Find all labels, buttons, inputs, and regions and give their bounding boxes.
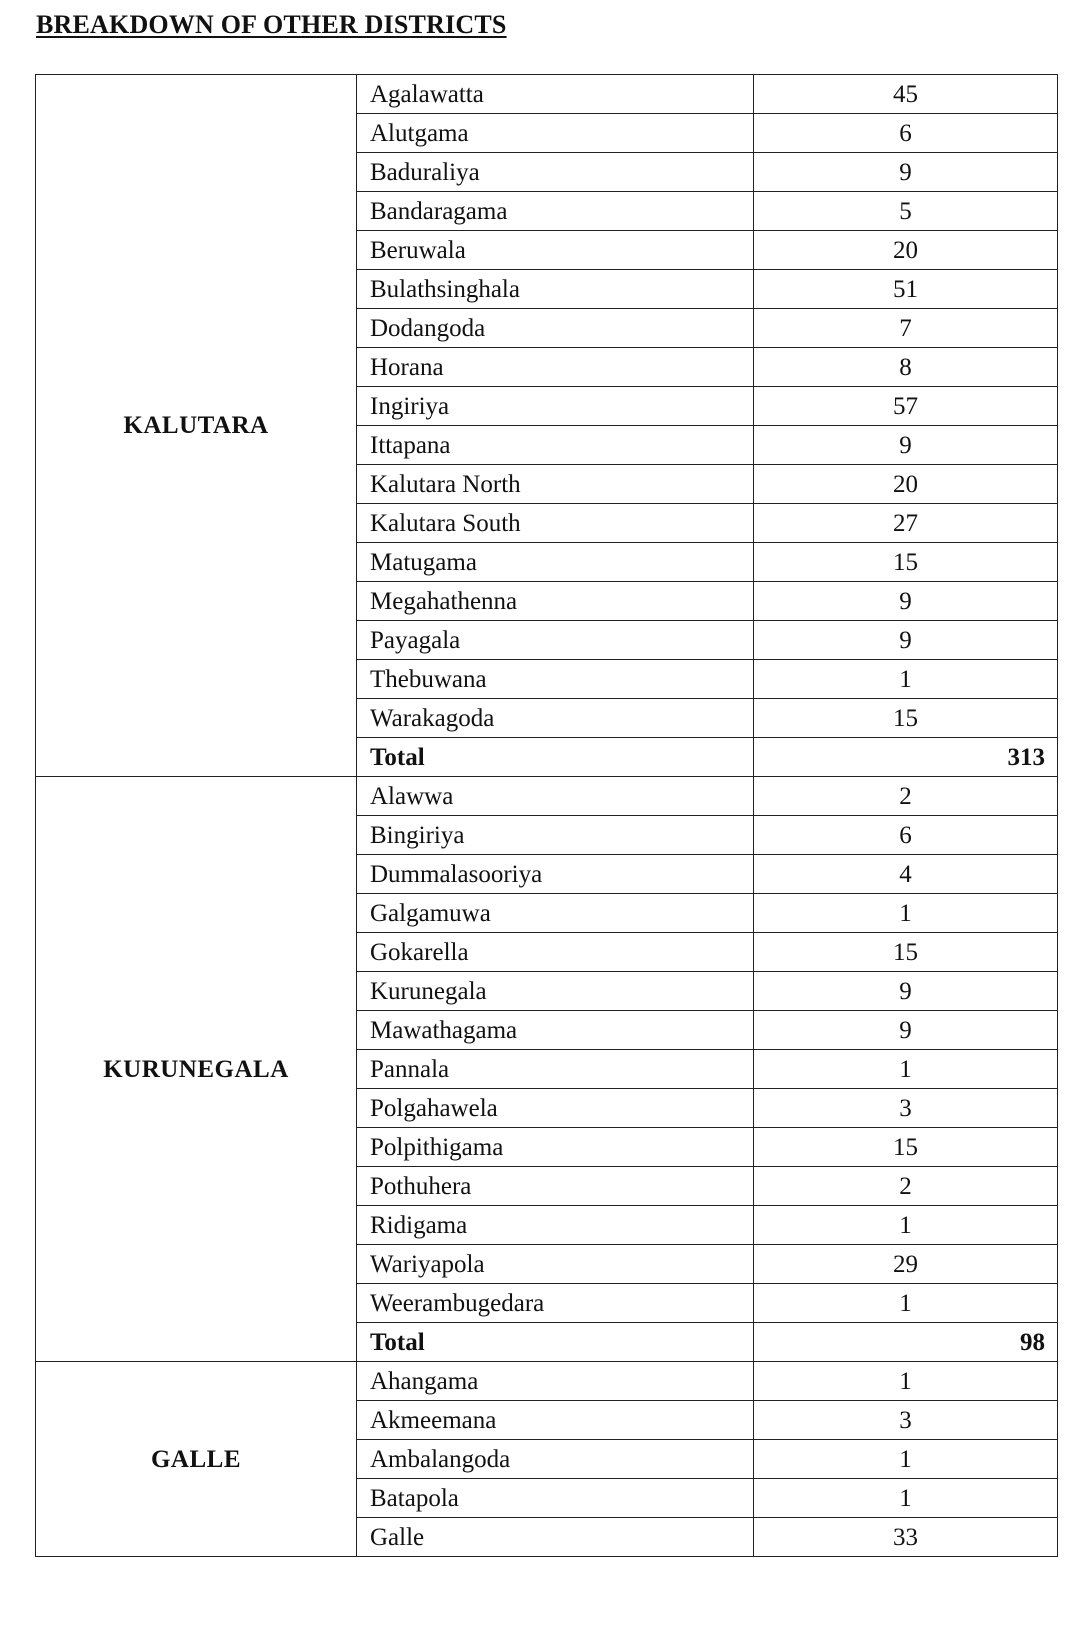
place-count: 57 bbox=[754, 387, 1058, 426]
place-count: 9 bbox=[754, 582, 1058, 621]
total-value: 98 bbox=[754, 1323, 1058, 1362]
place-count: 6 bbox=[754, 816, 1058, 855]
table-body bbox=[36, 75, 1058, 1557]
place-name: Kalutara South bbox=[357, 504, 754, 543]
place-count: 9 bbox=[754, 972, 1058, 1011]
place-count: 2 bbox=[754, 1167, 1058, 1206]
place-count: 9 bbox=[754, 621, 1058, 660]
place-count: 9 bbox=[754, 426, 1058, 465]
total-label: Total bbox=[357, 738, 754, 777]
place-name: Ahangama bbox=[357, 1362, 754, 1401]
place-name: Ridigama bbox=[357, 1206, 754, 1245]
total-label: Total bbox=[357, 1323, 754, 1362]
place-count: 1 bbox=[754, 1050, 1058, 1089]
place-name: Kalutara North bbox=[357, 465, 754, 504]
place-name: Wariyapola bbox=[357, 1245, 754, 1284]
place-name: Dodangoda bbox=[357, 309, 754, 348]
place-count: 27 bbox=[754, 504, 1058, 543]
place-name: Bingiriya bbox=[357, 816, 754, 855]
place-count: 1 bbox=[754, 894, 1058, 933]
place-count: 5 bbox=[754, 192, 1058, 231]
table-row bbox=[36, 75, 1058, 114]
district-name-kalutara: KALUTARA bbox=[36, 75, 357, 777]
place-name: Mawathagama bbox=[357, 1011, 754, 1050]
place-name: Horana bbox=[357, 348, 754, 387]
place-count: 8 bbox=[754, 348, 1058, 387]
place-count: 20 bbox=[754, 231, 1058, 270]
table-row bbox=[36, 1362, 1058, 1401]
place-name: Polpithigama bbox=[357, 1128, 754, 1167]
place-name: Weerambugedara bbox=[357, 1284, 754, 1323]
place-name: Agalawatta bbox=[357, 75, 754, 114]
place-count: 15 bbox=[754, 543, 1058, 582]
total-value: 313 bbox=[754, 738, 1058, 777]
place-name: Alutgama bbox=[357, 114, 754, 153]
place-name: Ittapana bbox=[357, 426, 754, 465]
place-name: Warakagoda bbox=[357, 699, 754, 738]
place-count: 9 bbox=[754, 1011, 1058, 1050]
place-name: Dummalasooriya bbox=[357, 855, 754, 894]
place-count: 7 bbox=[754, 309, 1058, 348]
place-count: 1 bbox=[754, 1362, 1058, 1401]
place-count: 1 bbox=[754, 1206, 1058, 1245]
place-count: 9 bbox=[754, 153, 1058, 192]
place-count: 20 bbox=[754, 465, 1058, 504]
place-count: 1 bbox=[754, 1440, 1058, 1479]
place-name: Thebuwana bbox=[357, 660, 754, 699]
district-name-galle: GALLE bbox=[36, 1362, 357, 1557]
place-count: 15 bbox=[754, 933, 1058, 972]
place-count: 15 bbox=[754, 1128, 1058, 1167]
place-count: 1 bbox=[754, 660, 1058, 699]
table-row bbox=[36, 777, 1058, 816]
place-count: 15 bbox=[754, 699, 1058, 738]
place-name: Akmeemana bbox=[357, 1401, 754, 1440]
place-count: 1 bbox=[754, 1284, 1058, 1323]
place-count: 2 bbox=[754, 777, 1058, 816]
place-count: 1 bbox=[754, 1479, 1058, 1518]
place-name: Galle bbox=[357, 1518, 754, 1557]
district-name-kurunegala: KURUNEGALA bbox=[36, 777, 357, 1362]
place-count: 4 bbox=[754, 855, 1058, 894]
place-name: Beruwala bbox=[357, 231, 754, 270]
place-name: Bandaragama bbox=[357, 192, 754, 231]
place-name: Bulathsinghala bbox=[357, 270, 754, 309]
place-name: Matugama bbox=[357, 543, 754, 582]
place-count: 3 bbox=[754, 1401, 1058, 1440]
place-name: Ambalangoda bbox=[357, 1440, 754, 1479]
place-name: Kurunegala bbox=[357, 972, 754, 1011]
place-name: Pothuhera bbox=[357, 1167, 754, 1206]
place-name: Payagala bbox=[357, 621, 754, 660]
place-name: Ingiriya bbox=[357, 387, 754, 426]
district-breakdown-table bbox=[35, 74, 1058, 1557]
place-count: 29 bbox=[754, 1245, 1058, 1284]
place-name: Megahathenna bbox=[357, 582, 754, 621]
place-name: Pannala bbox=[357, 1050, 754, 1089]
place-name: Batapola bbox=[357, 1479, 754, 1518]
page-title: BREAKDOWN OF OTHER DISTRICTS bbox=[36, 10, 507, 39]
place-name: Alawwa bbox=[357, 777, 754, 816]
place-count: 51 bbox=[754, 270, 1058, 309]
place-count: 3 bbox=[754, 1089, 1058, 1128]
place-name: Polgahawela bbox=[357, 1089, 754, 1128]
place-name: Galgamuwa bbox=[357, 894, 754, 933]
place-count: 45 bbox=[754, 75, 1058, 114]
place-count: 33 bbox=[754, 1518, 1058, 1557]
place-name: Gokarella bbox=[357, 933, 754, 972]
place-name: Baduraliya bbox=[357, 153, 754, 192]
place-count: 6 bbox=[754, 114, 1058, 153]
